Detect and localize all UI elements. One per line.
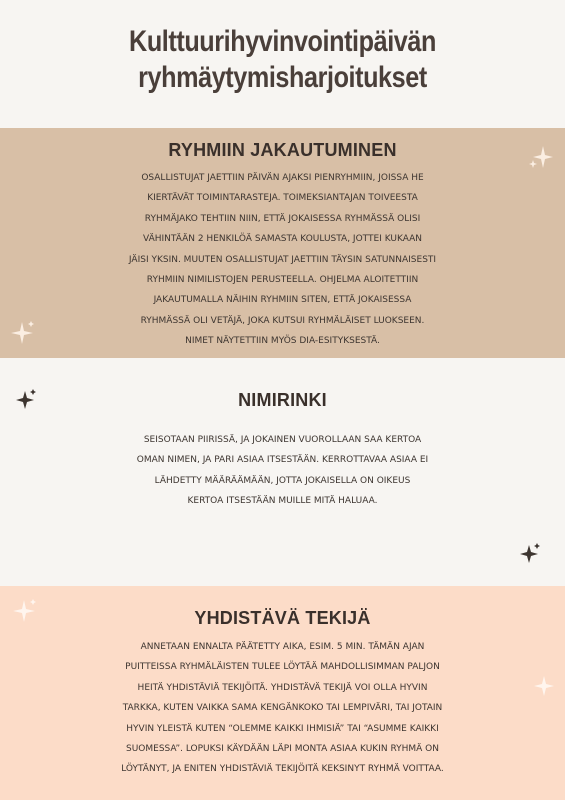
sparkle-icon	[10, 320, 36, 346]
body-line: JÄISI YKSIN. MUUTEN OSALLISTUJAT JAETTIIN TÄYSIN SATUNNAISESTI	[128, 254, 437, 265]
body-line: LÖYTÄNYT, JA ENITEN YHDISTÄVIÄ TEKIJÖITÄ KEKSINYT RYHMÄ VOITTAA.	[121, 764, 444, 775]
title-line-2: ryhmäytymisharjoitukset	[138, 61, 427, 94]
section-heading: NIMIRINKI	[238, 390, 327, 410]
section-body	[0, 430, 565, 512]
sparkle-icon	[520, 542, 542, 564]
body-line: LÄHDETTY MÄÄRÄÄMÄÄN, JOTTA JOKAISELLA ON OIKEUS	[154, 475, 411, 486]
body-line: RYHMIIN NIMILISTOJEN PERUSTEELLA. OHJELMA ALOITETTIIN	[146, 275, 419, 286]
sparkle-icon	[528, 144, 554, 170]
section-heading: YHDISTÄVÄ TEKIJÄ	[194, 608, 371, 628]
section-group-division	[0, 128, 565, 358]
body-line: KERTOA ITSESTÄÄN MUILLE MITÄ HALUAA.	[187, 496, 378, 507]
title-line-1: Kulttuurihyvinvointipäivän	[129, 25, 436, 58]
body-line: HEITÄ YHDISTÄVIÄ TEKIJÖITÄ. YHDISTÄVÄ TEKIJÄ VOI OLLA HYVIN	[137, 682, 428, 693]
body-line: HYVIN YLEISTÄ KUTEN “OLEMME KAIKKI IHMISIÄ” TAI “ASUMME KAIKKI	[126, 723, 439, 734]
section-name-circle	[0, 358, 565, 586]
body-line: VÄHINTÄÄN 2 HENKILÖÄ SAMASTA KOULUSTA, JOTTEI KUKAAN	[143, 234, 422, 245]
page-title	[45, 24, 520, 96]
sparkle-icon	[532, 674, 556, 698]
section-body	[0, 168, 565, 352]
body-line: KIERTÄVÄT TOIMINTARASTEJA. TOIMEKSIANTAJAN TOIVEESTA	[147, 193, 418, 204]
body-line: JAKAUTUMALLA NÄIHIN RYHMIIN SITEN, ETTÄ JOKAISESSA	[153, 295, 412, 306]
section-common-factor	[0, 586, 565, 800]
section-body	[0, 637, 565, 780]
body-line: NIMET NÄYTETTIIN MYÖS DIA-ESITYKSESTÄ.	[185, 336, 380, 347]
body-line: SUOMESSA”. LOPUKSI KÄYDÄÄN LÄPI MONTA ASIAA KUKIN RYHMÄ ON	[125, 744, 439, 755]
sparkle-icon	[12, 598, 38, 624]
body-line: OSALLISTUJAT JAETTIIN PÄIVÄN AJAKSI PIENRYHMIIN, JOISSA HE	[141, 173, 424, 183]
body-line: OMAN NIMEN, JA PARI ASIAA ITSESTÄÄN. KERROTTAVAA ASIAA EI	[136, 455, 429, 466]
body-line: RYHMÄJAKO TEHTIIN NIIN, ETTÄ JOKAISESSA RYHMÄSSÄ OLISI	[144, 213, 421, 224]
body-line: SEISOTAAN PIIRISSÄ, JA JOKAINEN VUOROLLAAN SAA KERTOA	[143, 435, 422, 445]
sparkle-icon	[16, 388, 38, 410]
body-line: TARKKA, KUTEN VAIKKA SAMA KENGÄNKOKO TAI LEMPIVÄRI, TAI JOTAIN	[122, 703, 443, 714]
body-line: ANNETAAN ENNALTA PÄÄTETTY AIKA, ESIM. 5 MIN. TÄMÄN AJAN	[140, 642, 425, 652]
section-heading: RYHMIIN JAKAUTUMINEN	[168, 140, 397, 160]
body-line: RYHMÄSSÄ OLI VETÄJÄ, JOKA KUTSUI RYHMÄLÄISET LUOKSEEN.	[140, 315, 425, 326]
body-line: PUITTEISSA RYHMÄLÄISTEN TULEE LÖYTÄÄ MAHDOLLISIMMAN PALJON	[125, 662, 440, 673]
